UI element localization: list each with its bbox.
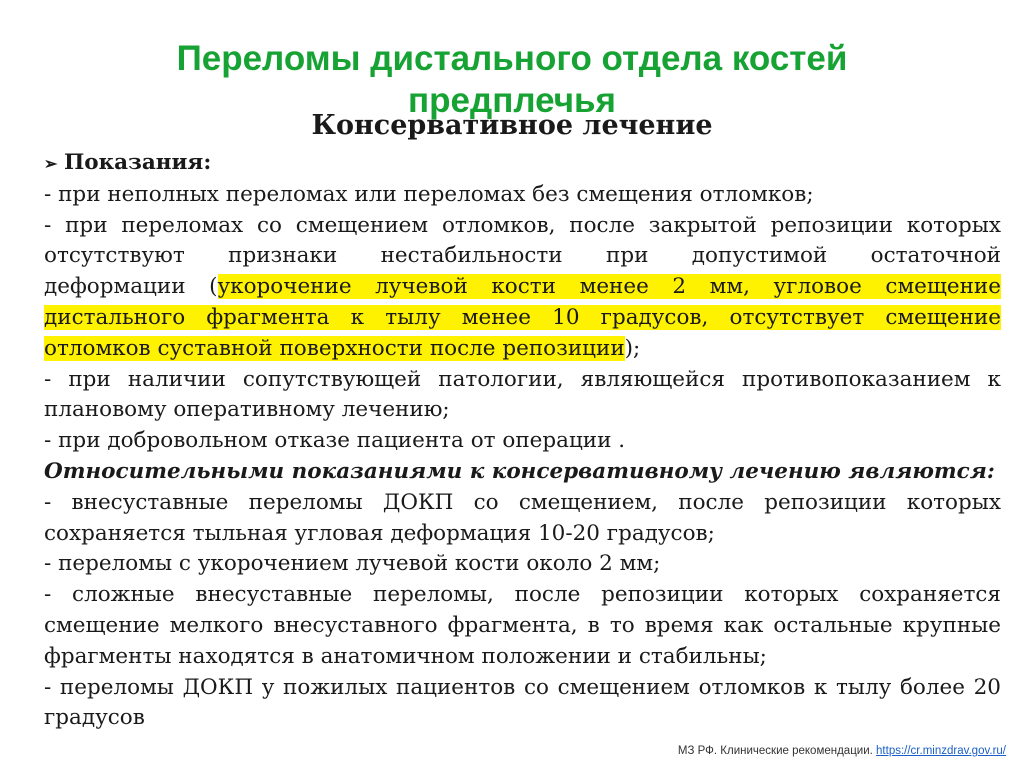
source-footer: [678, 745, 1006, 757]
indication-line: - при переломах со смещением отломков, после закрытой репозиции которых: [44, 212, 1001, 238]
relative-indication-line: смещение мелкого внесуставного фрагмента, в то время как остальные крупные: [44, 612, 1001, 638]
section-subtitle: Консервативное лечение: [311, 110, 713, 141]
highlighted-text: дистального фрагмента к тылу менее 10 градусов, отсутствует смещение: [44, 304, 1001, 330]
indication-line-highlighted: [44, 272, 1001, 303]
highlighted-text: укорочение лучевой кости менее 2 мм, угловое смещение: [217, 274, 1001, 300]
relative-indication-line: - внесуставные переломы ДОКП со смещением, после репозиции которых: [44, 489, 1001, 515]
text-fragment: );: [624, 335, 641, 361]
text-fragment: деформации (: [44, 274, 218, 300]
indications-heading-row: [44, 148, 1001, 180]
relative-indication-line: градусов: [44, 705, 145, 731]
indication-line: - при добровольном отказе пациента от операции .: [44, 428, 626, 454]
source-link[interactable]: https://cr.minzdrav.gov.ru/: [876, 745, 1006, 757]
relative-indication-line: - переломы с укорочением лучевой кости около 2 мм;: [44, 551, 661, 577]
relative-indication-line: - сложные внесуставные переломы, после репозиции которых сохраняется: [44, 582, 1001, 608]
title-line-1: Переломы дистального отдела костей: [176, 39, 848, 78]
indication-line-highlighted: [44, 334, 1001, 365]
arrow-bullet-icon: ➢: [44, 154, 58, 173]
source-text: МЗ РФ. Клинические рекомендации.: [677, 745, 873, 757]
indication-line-highlighted: [44, 303, 1001, 334]
relative-indication-line: фрагменты находятся в анатомичном положении и стабильны;: [44, 643, 767, 669]
relative-indications-heading: Относительными показаниями к консервативному лечению являются:: [44, 458, 995, 484]
indication-line: - при наличии сопутствующей патологии, являющейся противопоказанием к: [44, 366, 1001, 392]
indication-line: плановому оперативному лечению;: [44, 397, 450, 423]
indications-heading: Показания:: [64, 150, 212, 175]
indication-line: отсутствуют признаки нестабильности при допустимой остаточной: [44, 243, 1001, 269]
title-line-2: предплечья: [408, 81, 616, 120]
relative-indication-line: - переломы ДОКП у пожилых пациентов со смещением отломков к тылу более 20: [44, 674, 1001, 700]
relative-indication-line: сохраняется тыльная угловая деформация 10-20 градусов;: [44, 520, 715, 546]
slide-content: [44, 148, 1001, 734]
indication-line: - при неполных переломах или переломах без смещения отломков;: [44, 181, 814, 207]
highlighted-text: отломков суставной поверхности после репозиции: [44, 335, 625, 361]
